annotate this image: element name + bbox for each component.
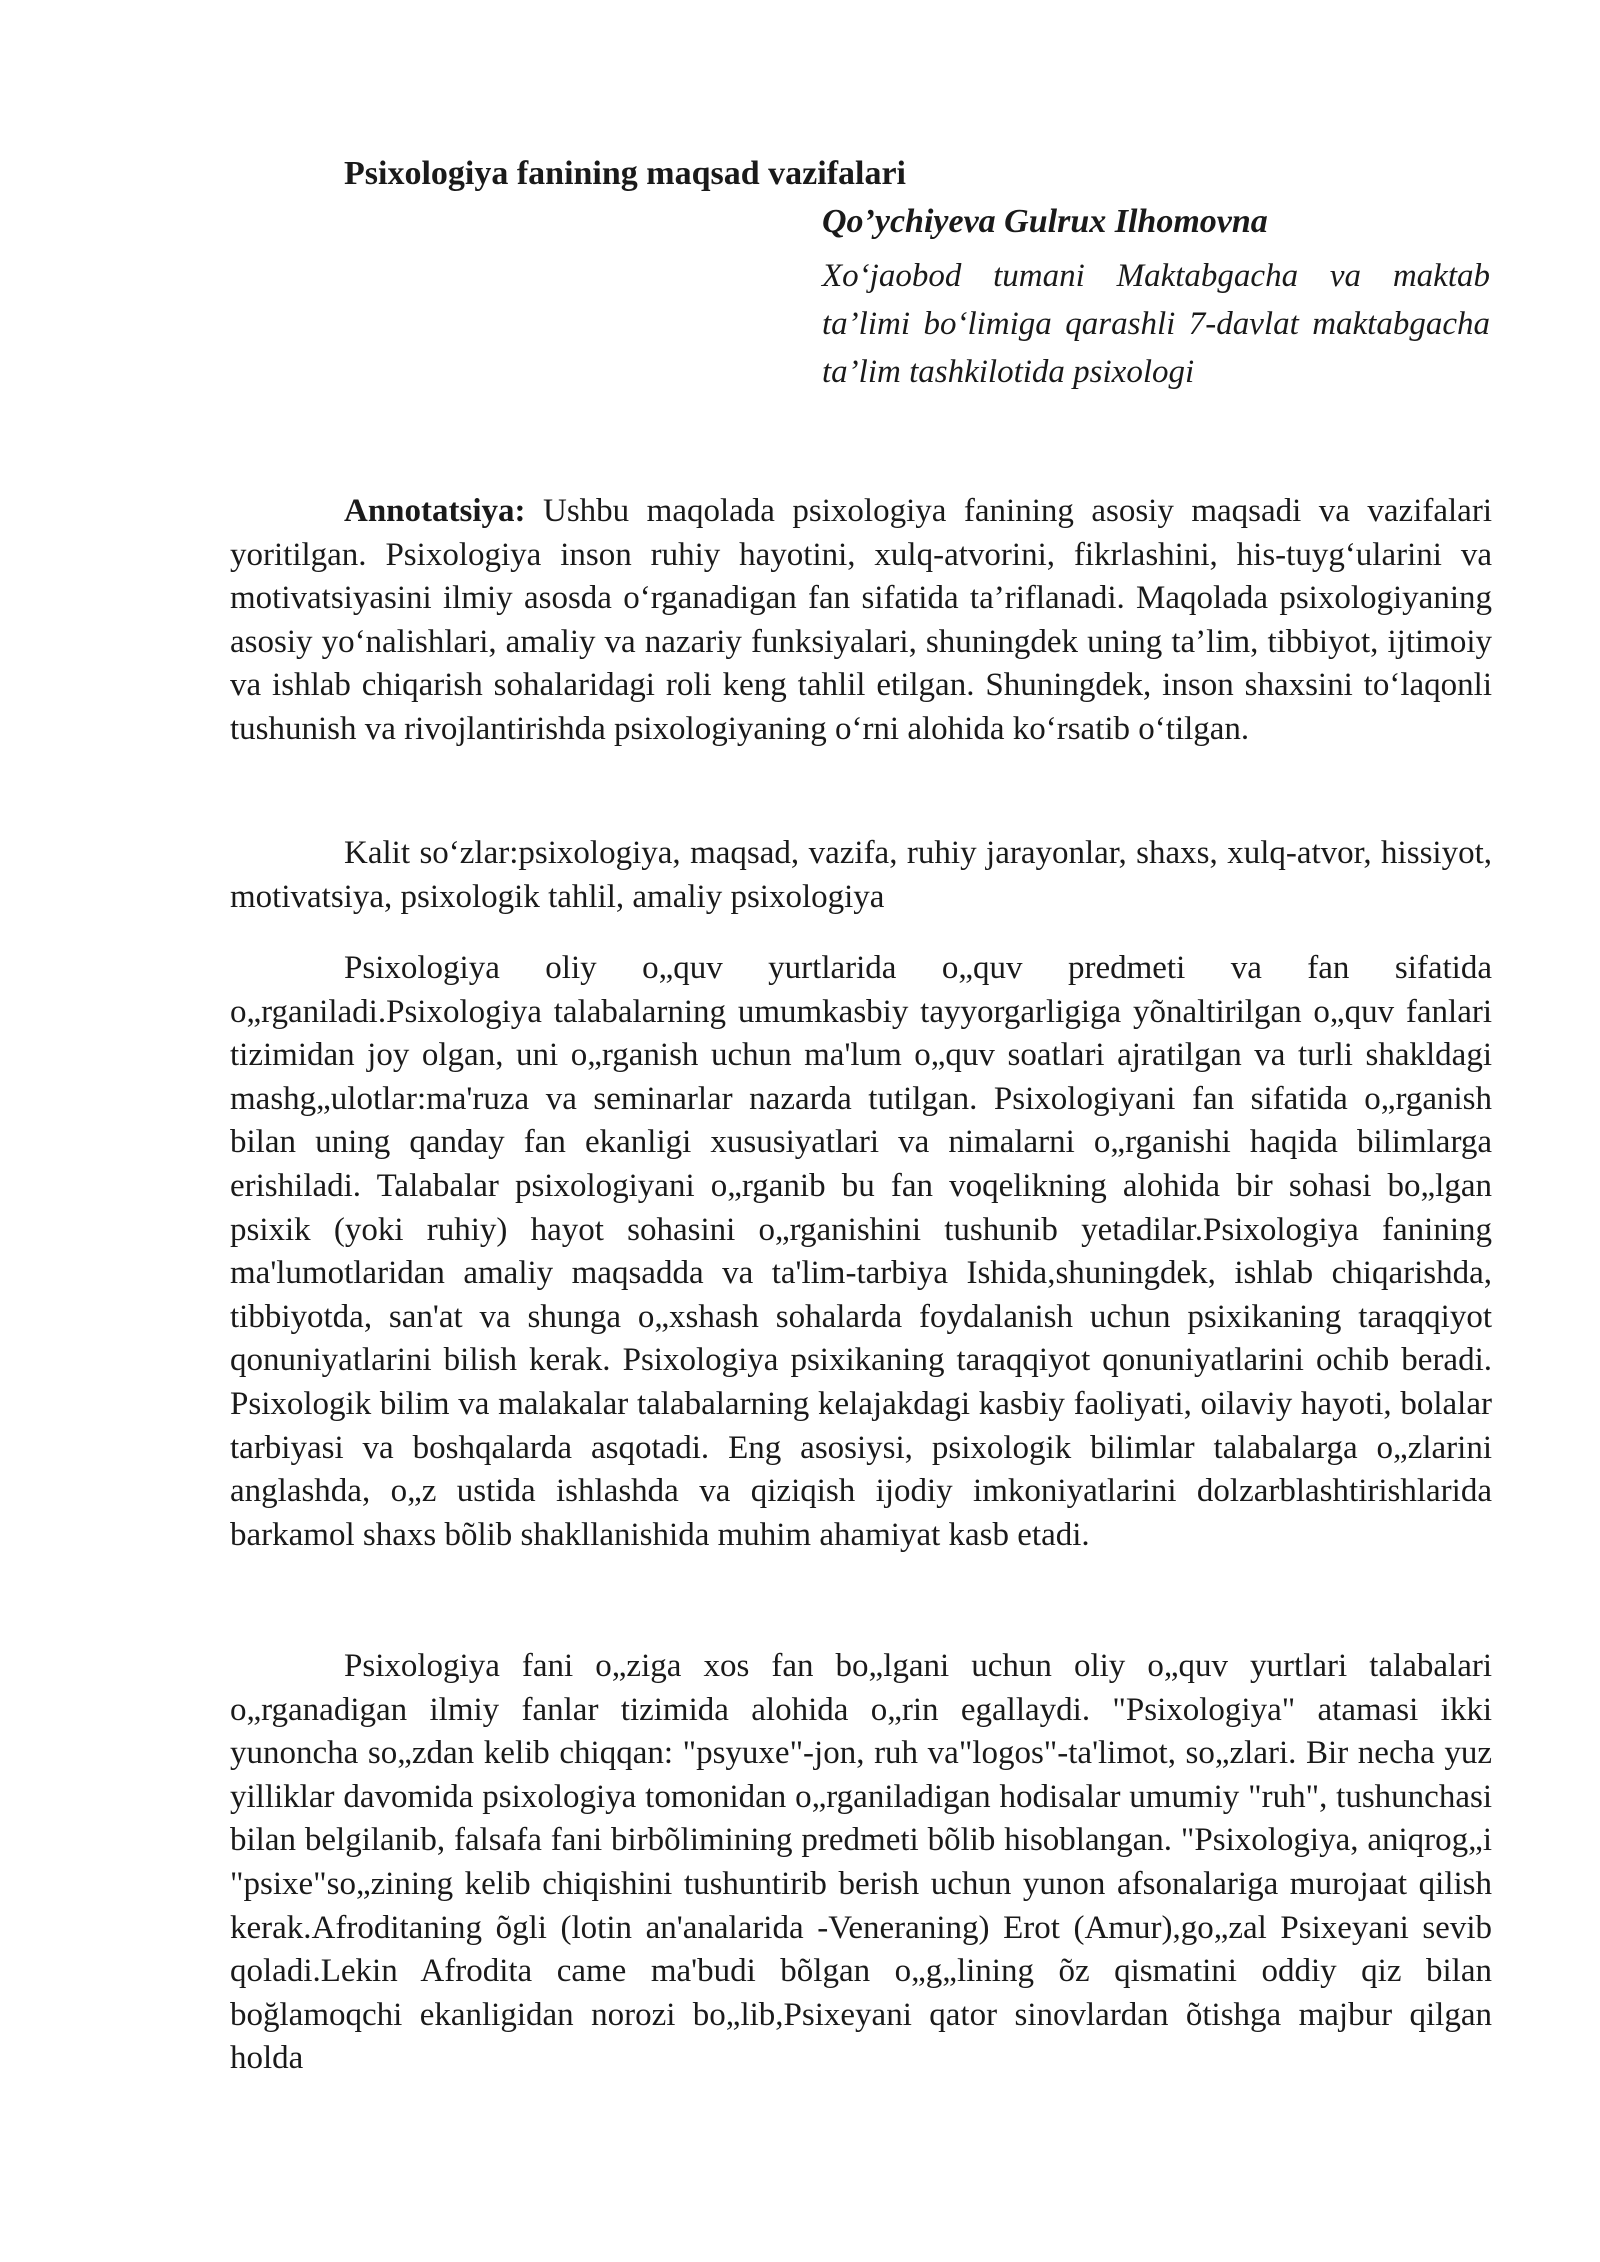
annotation-paragraph — [230, 490, 1492, 752]
author-name: Qo’ychiyeva Gulrux Ilhomovna — [822, 203, 1268, 240]
body-paragraph-2: Psixologiya fani o„ziga xos fan bo„lgani uchun oliy o„quv yurtlari talabalari o„rganadigan ilmiy fanlar tizimida alohida o„rin egallaydi. "Psixologiya" atamasi ikki yunoncha so„zdan kelib chiqqan: "psyuxe"-jon, ruh va"logos"-ta'limot, so„zlari. Bir necha yuz yilliklar davomida psixologiya tomonidan o„rganiladigan hodisalar umumiy "ruh", tushunchasi bilan belgilanib, falsafa fani birbõlimining predmeti bõlib hisoblangan. "Psixologiya, aniqrog„i "psixe"so„zining kelib chiqishini tushuntirib berish uchun yunon afsonalariga murojaat qilish kerak.Afroditaning õgli (lotin an'analarida -Veneraning) Erot (Amur),go„zal Psixeyani sevib qoladi.Lekin Afrodita came ma'budi bõlgan o„g„lining õz qismatini oddiy qiz bilan boğlamoqchi ekanligidan norozi bo„lib,Psixeyani qator sinovlardan õtishga majbur qilgan holda — [230, 1648, 1492, 2077]
author-block — [822, 198, 1490, 396]
author-affiliation: Xo‘jaobod tumani Maktabgacha va maktab ta’limi bo‘limiga qarashli 7-davlat maktabgacha ta’lim tashkilotida psixologi — [822, 258, 1490, 390]
annotation-text: Ushbu maqolada psixologiya fanining asosiy maqsadi va vazifalari yoritilgan. Psixologiya inson ruhiy hayotini, xulq-atvorini, fikrlashini, his-tuyg‘ularini va motivatsiyasini ilmiy asosda o‘rganadigan fan sifatida ta’riflanadi. Maqolada psixologiyaning asosiy yo‘nalishlari, amaliy va nazariy funksiyalari, shuningdek uning ta’lim, tibbiyot, ijtimoiy va ishlab chiqarish sohalaridagi roli keng tahlil etilgan. Shuningdek, inson shaxsini to‘laqonli tushunish va rivojlantirishda psixologiyaning o‘rni alohida ko‘rsatib o‘tilgan. — [230, 493, 1492, 747]
body-paragraph-1: Psixologiya oliy o„quv yurtlarida o„quv predmeti va fan sifatida o„rganiladi.Psixologiya talabalarning umumkasbiy tayyorgarligiga yõnaltirilgan o„quv fanlari tizimidan joy olgan, uni o„rganish uchun ma'lum o„quv soatlari ajratilgan va turli shakldagi mashg„ulotlar:ma'ruza va seminarlar nazarda tutilgan. Psixologiyani fan sifatida o„rganish bilan uning qanday fan ekanligi xususiyatlari va nimalarni o„rganishi haqida bilimlarga erishiladi. Talabalar psixologiyani o„rganib bu fan voqelikning alohida bir sohasi bo„lgan psixik (yoki ruhiy) hayot sohasini o„rganishini tushunib yetadilar.Psixologiya fanining ma'lumotlaridan amaliy maqsadda va ta'lim-tarbiya Ishida,shuningdek, ishlab chiqarishda, tibbiyotda, san'at va shunga o„xshash sohalarda foydalanish uchun psixikaning taraqqiyot qonuniyatlarini bilish kerak. Psixologiya psixikaning taraqqiyot qonuniyatlarini ochib beradi. Psixologik bilim va malakalar talabalarning kelajakdagi kasbiy faoliyati, oilaviy hayoti, bolalar tarbiyasi va boshqalarda asqotadi. Eng asosiysi, psixologik bilimlar talabalarga o„zlarini anglashda, o„z ustida ishlashda va qiziqish ijodiy imkoniyatlarini dolzarblashtirishlarida barkamol shaxs bõlib shakllanishida muhim ahamiyat kasb etadi. — [230, 950, 1492, 1553]
annotation-label: Annotatsiya: — [344, 493, 526, 529]
article-title: Psixologiya fanining maqsad vazifalari — [344, 155, 906, 192]
keywords-paragraph: Kalit so‘zlar:psixologiya, maqsad, vazifa, ruhiy jarayonlar, shaxs, xulq-atvor, hissiyot, motivatsiya, psixologik tahlil, amaliy psixologiya — [230, 835, 1492, 915]
